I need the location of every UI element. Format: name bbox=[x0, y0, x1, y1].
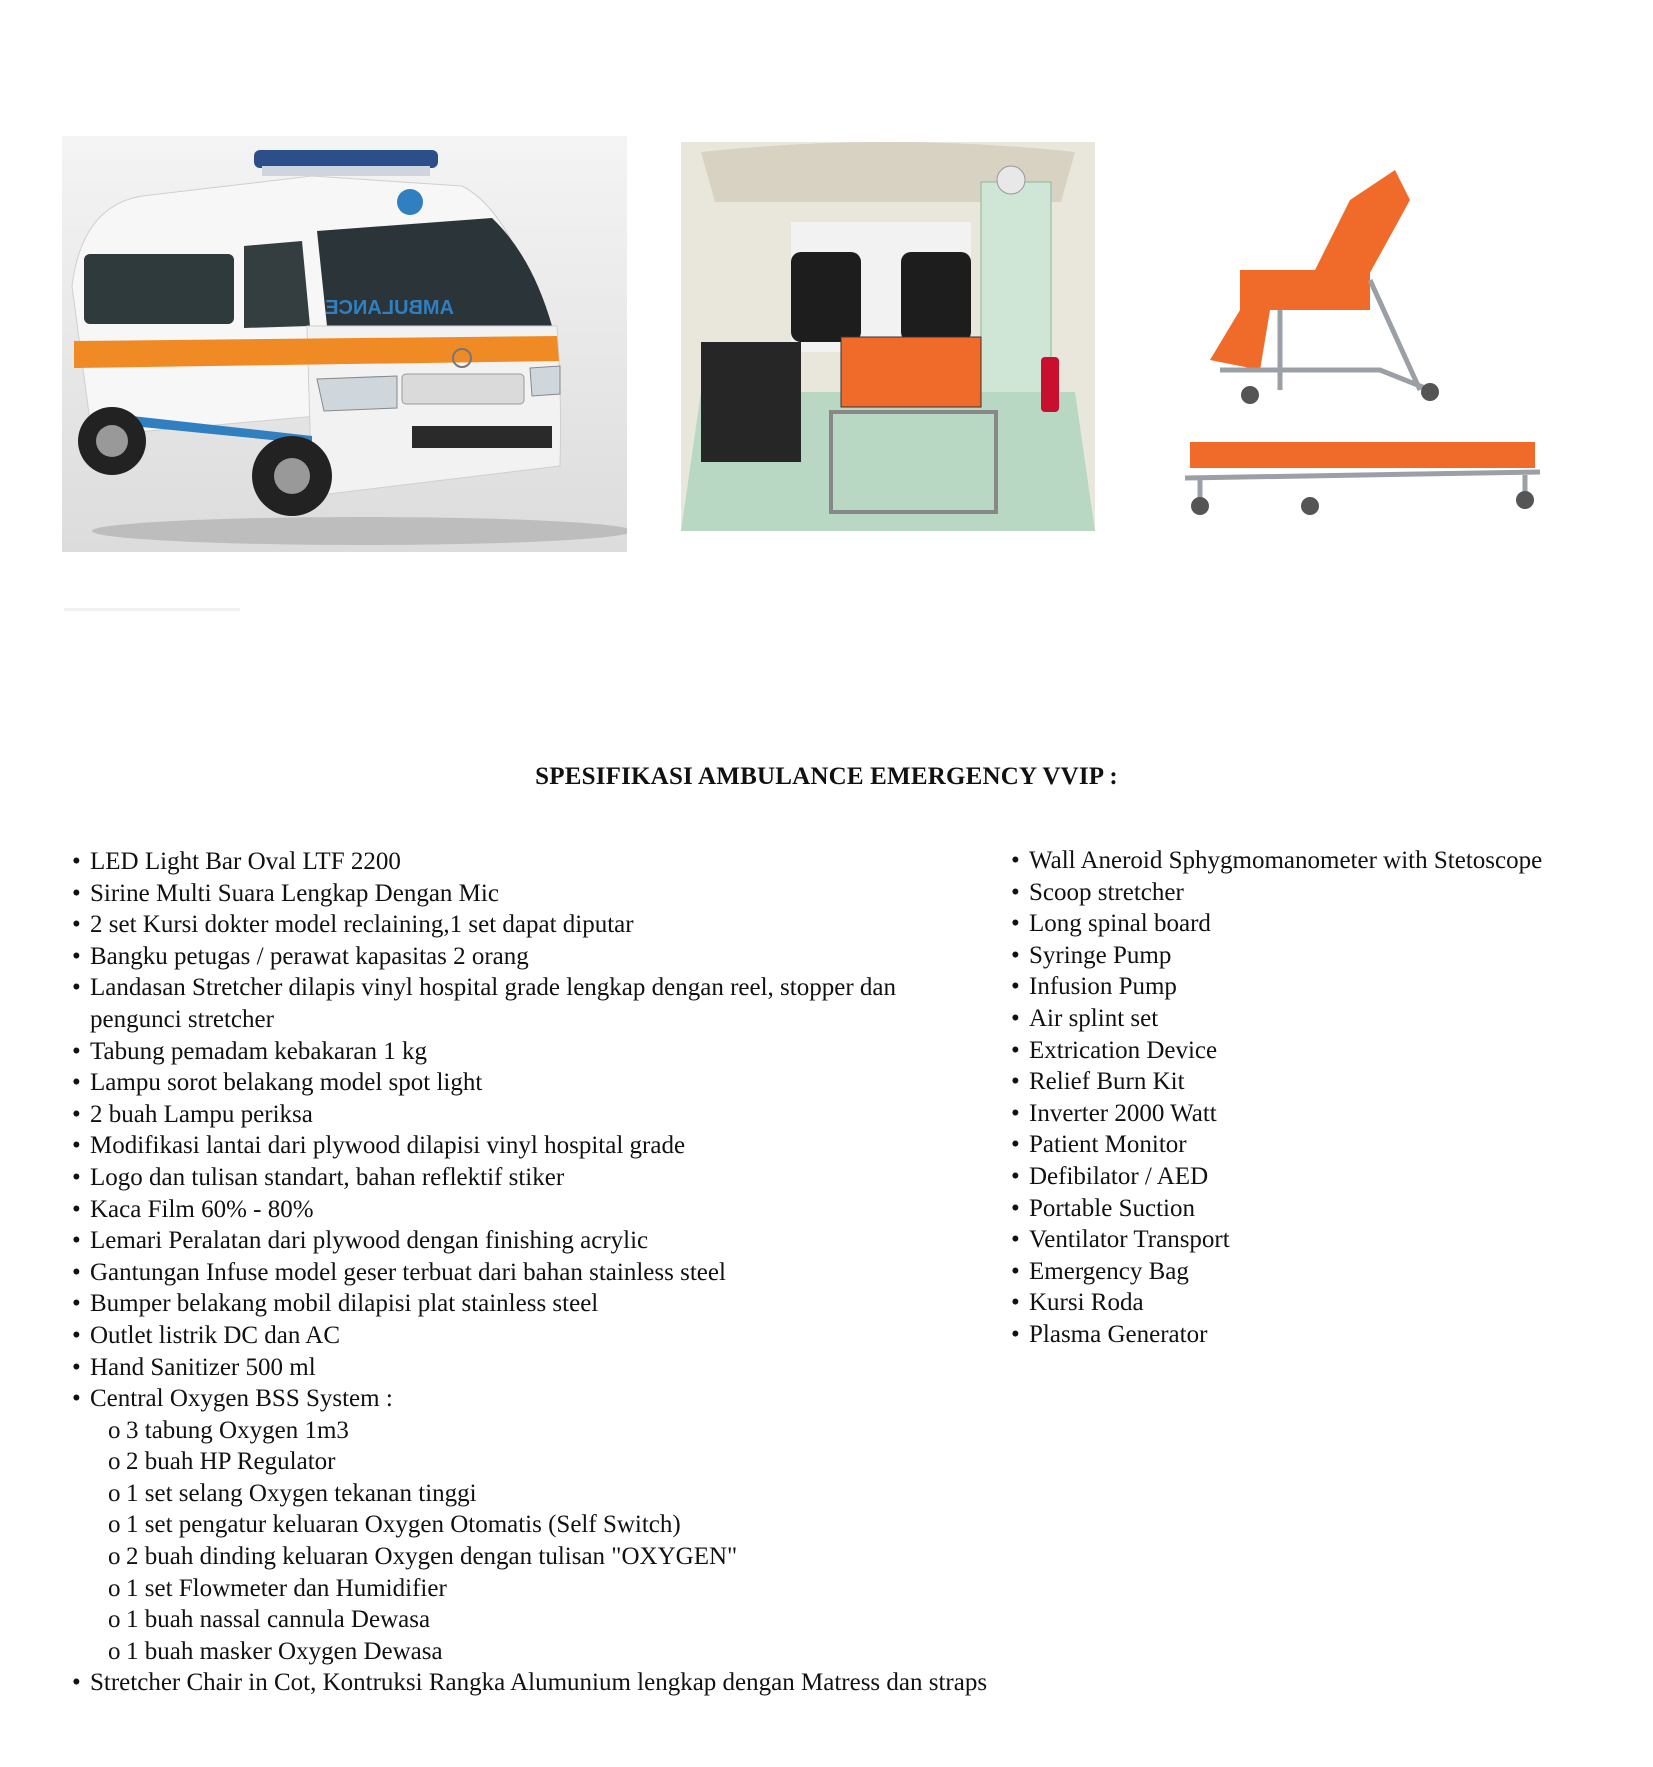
oxygen-sub-item: o 2 buah dinding keluaran Oxygen dengan tulisan "OXYGEN" bbox=[70, 1541, 1000, 1573]
ambulance-van-photo bbox=[62, 136, 627, 552]
oxygen-sub-item: o 2 buah HP Regulator bbox=[70, 1446, 1000, 1478]
list-item: • Hand Sanitizer 500 ml bbox=[70, 1352, 1000, 1384]
stretcher-chair-photo bbox=[1180, 160, 1550, 530]
ambulance-mirrored-label: AMBULANCE bbox=[325, 297, 454, 319]
spec-list-right bbox=[1009, 845, 1649, 1351]
list-item: • Wall Aneroid Sphygmomanometer with Stetoscope bbox=[1009, 845, 1649, 877]
list-item: • Portable Suction bbox=[1009, 1193, 1649, 1225]
oxygen-sub-item: o 1 set Flowmeter dan Humidifier bbox=[70, 1573, 1000, 1605]
list-item: • Relief Burn Kit bbox=[1009, 1066, 1649, 1098]
list-item: • Sirine Multi Suara Lengkap Dengan Mic bbox=[70, 878, 1000, 910]
list-item: • 2 set Kursi dokter model reclaining,1 set dapat diputar bbox=[70, 909, 1000, 941]
list-item: • Central Oxygen BSS System : bbox=[70, 1383, 1000, 1415]
oxygen-sub-item: o 1 set selang Oxygen tekanan tinggi bbox=[70, 1478, 1000, 1510]
list-item: • Air splint set bbox=[1009, 1003, 1649, 1035]
faint-divider bbox=[64, 608, 240, 611]
list-item: • Modifikasi lantai dari plywood dilapisi vinyl hospital grade bbox=[70, 1130, 1000, 1162]
list-item: • Gantungan Infuse model geser terbuat dari bahan stainless steel bbox=[70, 1257, 1000, 1289]
interior-illustration bbox=[681, 142, 1095, 531]
oxygen-sub-item: o 1 set pengatur keluaran Oxygen Otomatis (Self Switch) bbox=[70, 1509, 1000, 1541]
list-item: • 2 buah Lampu periksa bbox=[70, 1099, 1000, 1131]
list-item: • Kursi Roda bbox=[1009, 1287, 1649, 1319]
list-item: • LED Light Bar Oval LTF 2200 bbox=[70, 846, 1000, 878]
list-item: • Stretcher Chair in Cot, Kontruksi Rangka Alumunium lengkap dengan Matress dan straps bbox=[70, 1667, 1000, 1699]
oxygen-sub-item: o 1 buah nassal cannula Dewasa bbox=[70, 1604, 1000, 1636]
oxygen-sub-item: o 1 buah masker Oxygen Dewasa bbox=[70, 1636, 1000, 1668]
ambulance-van-illustration bbox=[62, 136, 627, 552]
list-item: • Ventilator Transport bbox=[1009, 1224, 1649, 1256]
list-item: • Patient Monitor bbox=[1009, 1129, 1649, 1161]
list-item: • Landasan Stretcher dilapis vinyl hospital grade lengkap dengan reel, stopper dan pengunci stretcher bbox=[70, 972, 970, 1035]
list-item: • Bumper belakang mobil dilapisi plat stainless steel bbox=[70, 1288, 1000, 1320]
list-item: • Extrication Device bbox=[1009, 1035, 1649, 1067]
list-item: • Emergency Bag bbox=[1009, 1256, 1649, 1288]
oxygen-sub-item: o 3 tabung Oxygen 1m3 bbox=[70, 1415, 1000, 1447]
list-item: • Long spinal board bbox=[1009, 908, 1649, 940]
list-item: • Tabung pemadam kebakaran 1 kg bbox=[70, 1036, 1000, 1068]
list-item: • Scoop stretcher bbox=[1009, 877, 1649, 909]
list-item: • Infusion Pump bbox=[1009, 971, 1649, 1003]
list-item: • Defibilator / AED bbox=[1009, 1161, 1649, 1193]
list-item: • Plasma Generator bbox=[1009, 1319, 1649, 1351]
stretcher-illustration bbox=[1180, 160, 1550, 530]
spec-list-left bbox=[70, 846, 1000, 1699]
spec-title: SPESIFIKASI AMBULANCE EMERGENCY VVIP : bbox=[535, 763, 1118, 790]
list-item: • Outlet listrik DC dan AC bbox=[70, 1320, 1000, 1352]
list-item: • Logo dan tulisan standart, bahan reflektif stiker bbox=[70, 1162, 1000, 1194]
list-item: • Syringe Pump bbox=[1009, 940, 1649, 972]
ambulance-interior-photo bbox=[681, 142, 1095, 531]
list-item: • Bangku petugas / perawat kapasitas 2 orang bbox=[70, 941, 1000, 973]
list-item: • Lemari Peralatan dari plywood dengan finishing acrylic bbox=[70, 1225, 1000, 1257]
list-item: • Lampu sorot belakang model spot light bbox=[70, 1067, 1000, 1099]
list-item: • Kaca Film 60% - 80% bbox=[70, 1194, 1000, 1226]
list-item: • Inverter 2000 Watt bbox=[1009, 1098, 1649, 1130]
